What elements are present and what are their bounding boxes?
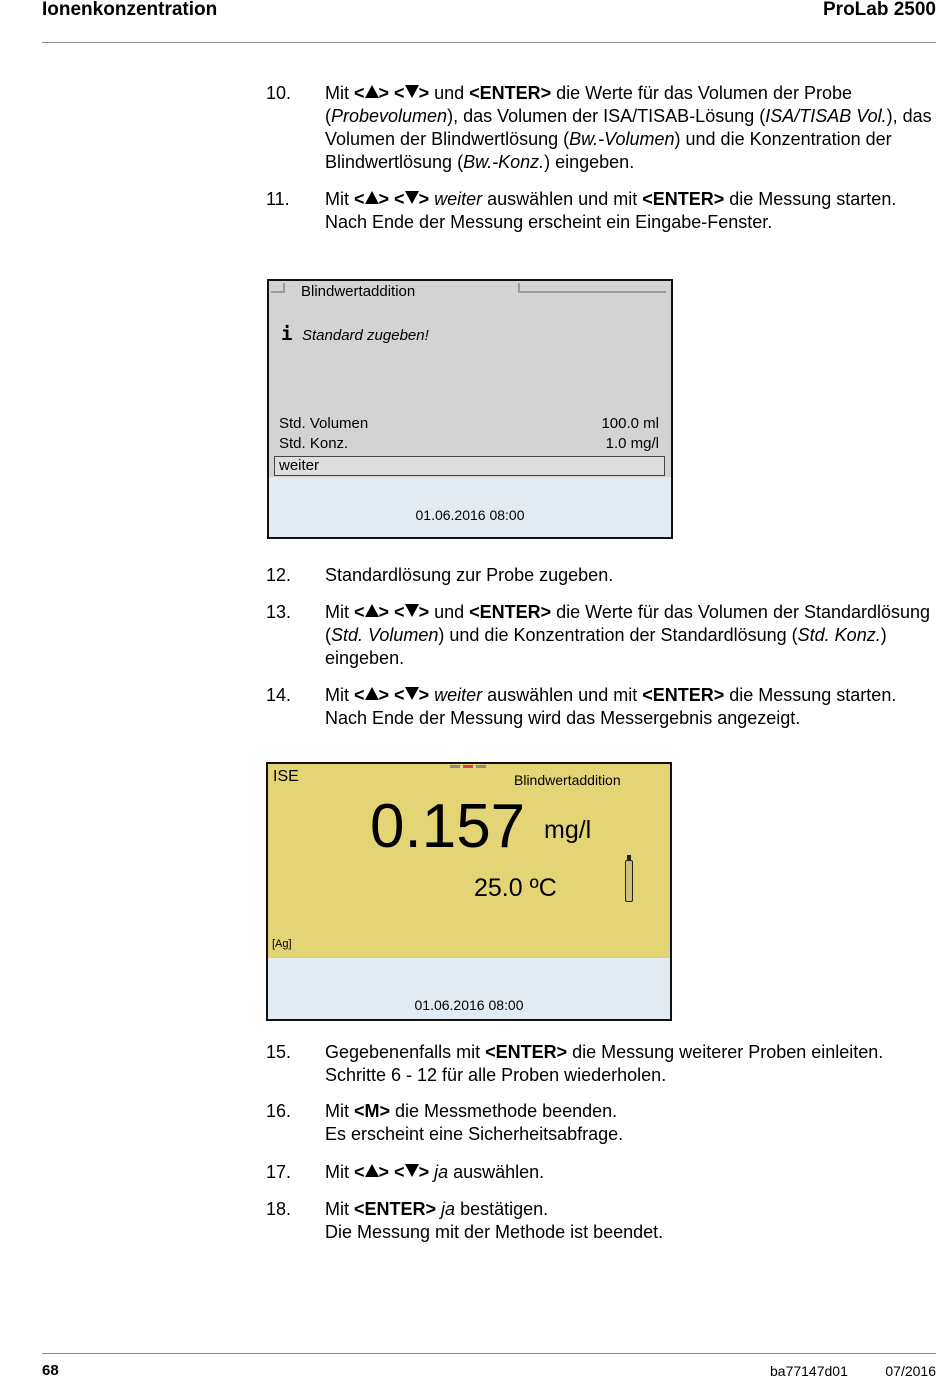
electrode-icon <box>625 860 633 902</box>
indicator-active-icon <box>463 765 473 768</box>
step-13: 13. Mit < > < > und <ENTER> die Werte für das Volumen der Standardlösung (Std. Volumen) und die Konzentration der Standardlösung (Std. Konz.) eingeben. <box>266 602 931 668</box>
down-arrow-icon <box>405 687 419 700</box>
device-screen-result <box>266 762 672 1021</box>
indicator-icon <box>450 765 460 768</box>
step-number: 18. <box>266 1199 292 1219</box>
step-number: 14. <box>266 685 292 705</box>
indicator-icon <box>476 765 486 768</box>
field-value: 1.0 mg/l <box>605 435 659 452</box>
step-number: 10. <box>266 83 292 103</box>
step-18: 18. Mit <ENTER> ja bestätigen. Die Messung mit der Methode ist beendet. <box>266 1199 664 1242</box>
down-arrow-icon <box>405 191 419 204</box>
up-arrow-icon <box>365 604 379 617</box>
field-std-volume[interactable] <box>279 415 659 432</box>
step-number: 17. <box>266 1162 292 1182</box>
field-std-konz[interactable] <box>279 435 659 452</box>
temperature-readout <box>474 874 557 903</box>
field-label: Std. Volumen <box>279 415 369 432</box>
step-number: 16. <box>266 1101 292 1121</box>
down-arrow-icon <box>405 85 419 98</box>
enter-key: <ENTER> <box>642 189 725 209</box>
header-product: ProLab 2500 <box>823 0 936 20</box>
method-label: Blindwertaddition <box>514 772 621 788</box>
up-arrow-icon <box>365 687 379 700</box>
header-chapter: Ionenkonzentration <box>42 0 218 20</box>
up-arrow-icon <box>365 191 379 204</box>
weiter-menu-item[interactable]: weiter <box>274 456 665 476</box>
step-10: 10. Mit < > < > und <ENTER> die Werte für das Volumen der Probe (Probevolumen), das Volumen der ISA/TISAB-Lösung (ISA/TISAB Vol.), das Volumen der Blindwertlösung (Bw.-Volumen) und die Konzentration der Blindwertlösung (Bw.-Konz.) eingeben. <box>266 83 932 172</box>
step-16: 16. Mit <M> die Messmethode beenden. Es erscheint eine Sicherheitsabfrage. <box>266 1101 624 1144</box>
datetime: 01.06.2016 08:00 <box>414 997 524 1013</box>
step-number: 13. <box>266 602 292 622</box>
measured-value: 0.157 <box>370 792 526 861</box>
step-15: 15. Gegebenenfalls mit <ENTER> die Messung weiterer Proben einleiten. Schritte 6 - 12 für alle Proben wiederholen. <box>266 1042 884 1085</box>
doc-id: ba77147d01 <box>770 1363 848 1379</box>
mode-label: ISE <box>273 768 299 785</box>
footer-rule <box>42 1353 936 1354</box>
device-screen-input <box>267 279 673 539</box>
status-footer <box>268 957 670 1019</box>
step-11: 11. Mit < > < > weiter auswählen und mit <ENTER> die Messung starten. Nach Ende der Messung erscheint ein Eingabe-Fenster. <box>266 189 897 232</box>
up-arrow-icon <box>365 85 379 98</box>
step-12: 12. Standardlösung zur Probe zugeben. <box>266 565 614 585</box>
step-number: 12. <box>266 565 292 585</box>
doc-date: 07/2016 <box>885 1363 936 1379</box>
enter-key: <ENTER> <box>485 1042 568 1062</box>
header-rule <box>42 42 936 43</box>
datetime: 01.06.2016 08:00 <box>415 507 525 523</box>
enter-key: <ENTER> <box>469 83 552 103</box>
temperature-value: 25.0 <box>474 874 523 902</box>
measured-unit: mg/l <box>544 816 592 844</box>
field-value: 100.0 ml <box>601 415 659 432</box>
ion-label: [Ag] <box>272 938 292 950</box>
info-icon: i <box>281 323 293 345</box>
step-number: 11. <box>266 189 290 209</box>
screen-title: Blindwertaddition <box>301 283 416 300</box>
status-footer <box>269 477 671 537</box>
m-key: <M> <box>354 1101 391 1121</box>
page-number: 68 <box>42 1362 59 1379</box>
down-arrow-icon <box>405 604 419 617</box>
field-label: Std. Konz. <box>279 435 349 452</box>
title-tab-line <box>518 291 666 293</box>
step-number: 15. <box>266 1042 292 1062</box>
temperature-unit: ºC <box>529 874 557 902</box>
step-14: 14. Mit < > < > weiter auswählen und mit <ENTER> die Messung starten. Nach Ende der Messung wird das Messergebnis angezeigt. <box>266 685 897 728</box>
enter-key: <ENTER> <box>642 685 725 705</box>
info-message: Standard zugeben! <box>302 327 429 344</box>
enter-key: <ENTER> <box>354 1199 437 1219</box>
down-arrow-icon <box>405 1164 419 1177</box>
step-17: 17. Mit < > < > ja auswählen. <box>266 1162 545 1182</box>
enter-key: <ENTER> <box>469 602 552 622</box>
up-arrow-icon <box>365 1164 379 1177</box>
